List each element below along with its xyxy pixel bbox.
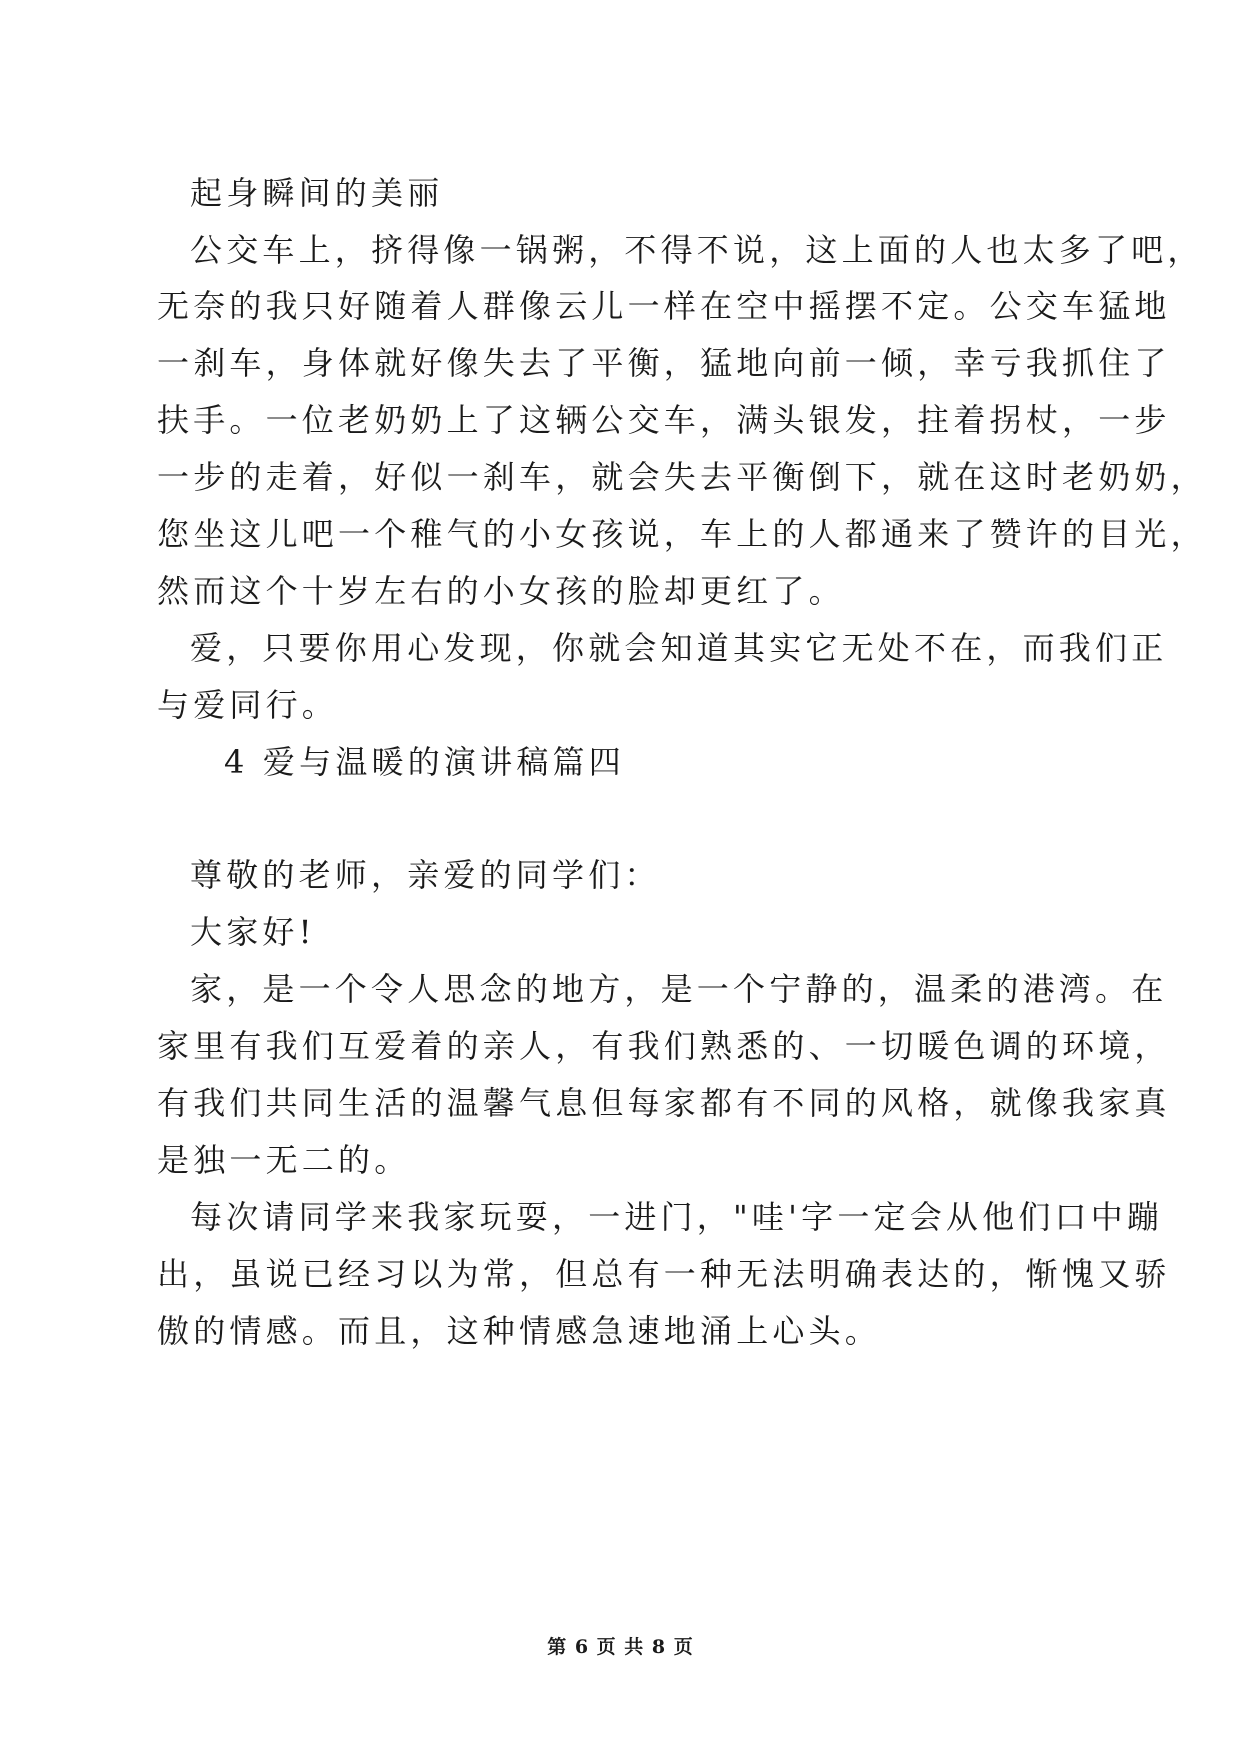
- text-line: 爱，只要你用心发现，你就会知道其实它无处不在，而我们正: [190, 629, 1168, 667]
- text-line: 家，是一个令人思念的地方，是一个宁静的，温柔的港湾。在: [190, 970, 1168, 1008]
- text-line: 一刹车，身体就好像失去了平衡，猛地向前一倾，幸亏我抓住了: [157, 344, 1171, 382]
- text-line: 出，虽说已经习以为常，但总有一种无法明确表达的，惭愧又骄: [157, 1255, 1171, 1293]
- greeting: 大家好!: [190, 913, 316, 951]
- text-line: 每次请同学来我家玩耍，一进门，"哇'字一定会从他们口中蹦: [190, 1198, 1164, 1236]
- text-line: 有我们共同生活的温馨气息但每家都有不同的风格，就像我家真: [157, 1084, 1171, 1122]
- text-line: 傲的情感。而且，这种情感急速地涌上心头。: [157, 1312, 882, 1350]
- text-line: 您坐这儿吧一个稚气的小女孩说，车上的人都通来了赞许的目光，: [157, 515, 1207, 553]
- page-number-footer: 第 6 页 共 8 页: [547, 1636, 694, 1658]
- section-heading: 4 爱与温暖的演讲稿篇四: [224, 743, 625, 781]
- text-line: 家里有我们互爱着的亲人，有我们熟悉的、一切暖色调的环境，: [157, 1027, 1171, 1065]
- text-line: 是独一无二的。: [157, 1141, 411, 1179]
- text-line: 与爱同行。: [157, 686, 339, 724]
- text-line: 无奈的我只好随着人群像云儿一样在空中摇摆不定。公交车猛地: [157, 287, 1171, 325]
- text-line: 然而这个十岁左右的小女孩的脸却更红了。: [157, 572, 845, 610]
- text-line: 扶手。一位老奶奶上了这辆公交车，满头银发，拄着拐杖，一步: [157, 401, 1171, 439]
- salutation: 尊敬的老师，亲爱的同学们：: [190, 856, 661, 894]
- text-line: 一步的走着，好似一刹车，就会失去平衡倒下，就在这时老奶奶，: [157, 458, 1207, 496]
- text-line: 公交车上，挤得像一锅粥，不得不说，这上面的人也太多了吧，: [190, 231, 1204, 269]
- paragraph-title: 起身瞬间的美丽: [190, 174, 444, 212]
